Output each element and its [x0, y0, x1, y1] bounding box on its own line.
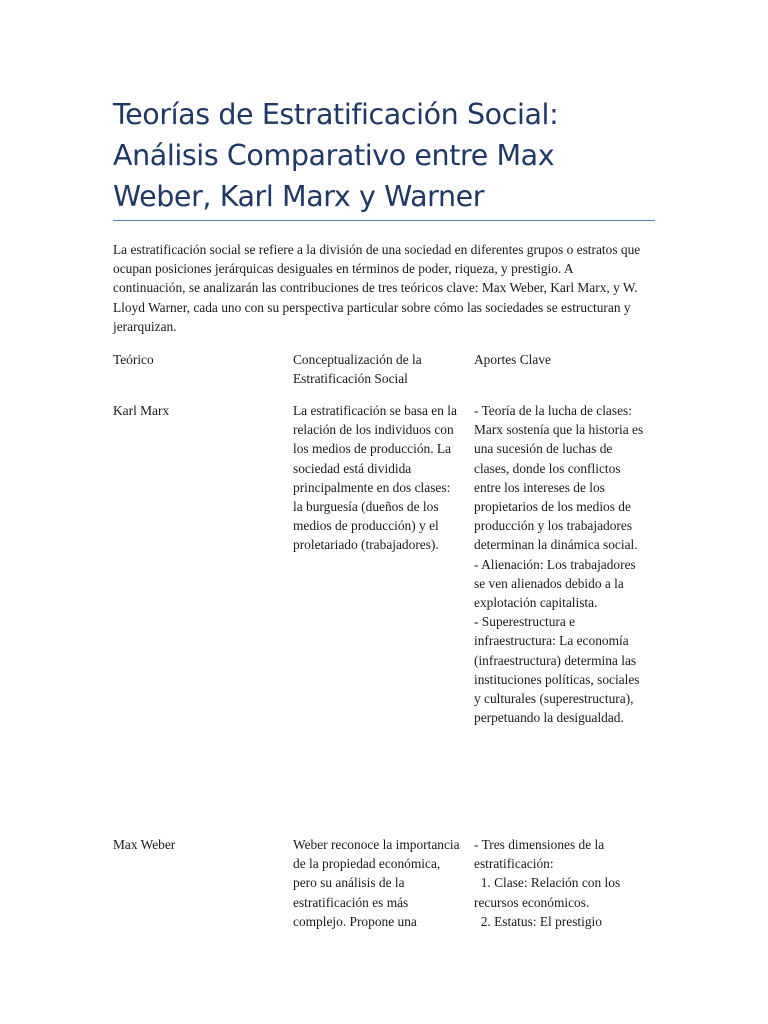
table-cell-theorist: Karl Marx	[113, 403, 170, 418]
table-cell-contributions: - Teoría de la lucha de clases: Marx sostenía que la historia es una sucesión de luchas de clases, donde los conflictos entre los intereses de los propietarios de los medios de producción y los trabajadores determinan la dinámica social. - Alienación: Los trabajadores se ven alienados debido a la explotación capitalista. - Superestructura e infraestructura: La economía (infraestructura) determina las instituciones políticas, sociales y culturales (superestructura), perpetuando la desigualdad.	[474, 403, 644, 726]
intro-paragraph: La estratificación social se refiere a la división de una sociedad en diferentes grupos o estratos que ocupan posiciones jerárquicas desiguales en términos de poder, riqueza, y prestigio. A continuación, se analizarán las contribuciones de tres teóricos clave: Max Weber, Karl Marx, y W. Lloyd Warner, cada uno con su perspectiva particular sobre cómo las sociedades se estructuran y jerarquizan.	[113, 242, 641, 334]
table-cell-contributions: - Tres dimensiones de la estratificación: 1. Clase: Relación con los recursos económicos. 2. Estatus: El prestigio	[474, 837, 621, 929]
table-cell-concept: Weber reconoce la importancia de la propiedad económica, pero su análisis de la estratificación es más complejo. Propone una	[293, 837, 463, 929]
title-divider	[113, 220, 655, 221]
table-cell-theorist: Max Weber	[113, 837, 176, 852]
table-cell-concept: La estratificación se basa en la relación de los individuos con los medios de producción. La sociedad está dividida principalmente en dos clases: la burguesía (dueños de los medios de producción) y el proletariado (trabajadores).	[293, 403, 461, 553]
document-title: Teorías de Estratificación Social: Análisis Comparativo entre Max Weber, Karl Marx y Warner	[113, 98, 559, 213]
table-header-theorist: Teórico	[113, 352, 154, 367]
table-header-concept: Conceptualización de la Estratificación Social	[293, 352, 426, 387]
table-header-contributions: Aportes Clave	[474, 352, 551, 367]
